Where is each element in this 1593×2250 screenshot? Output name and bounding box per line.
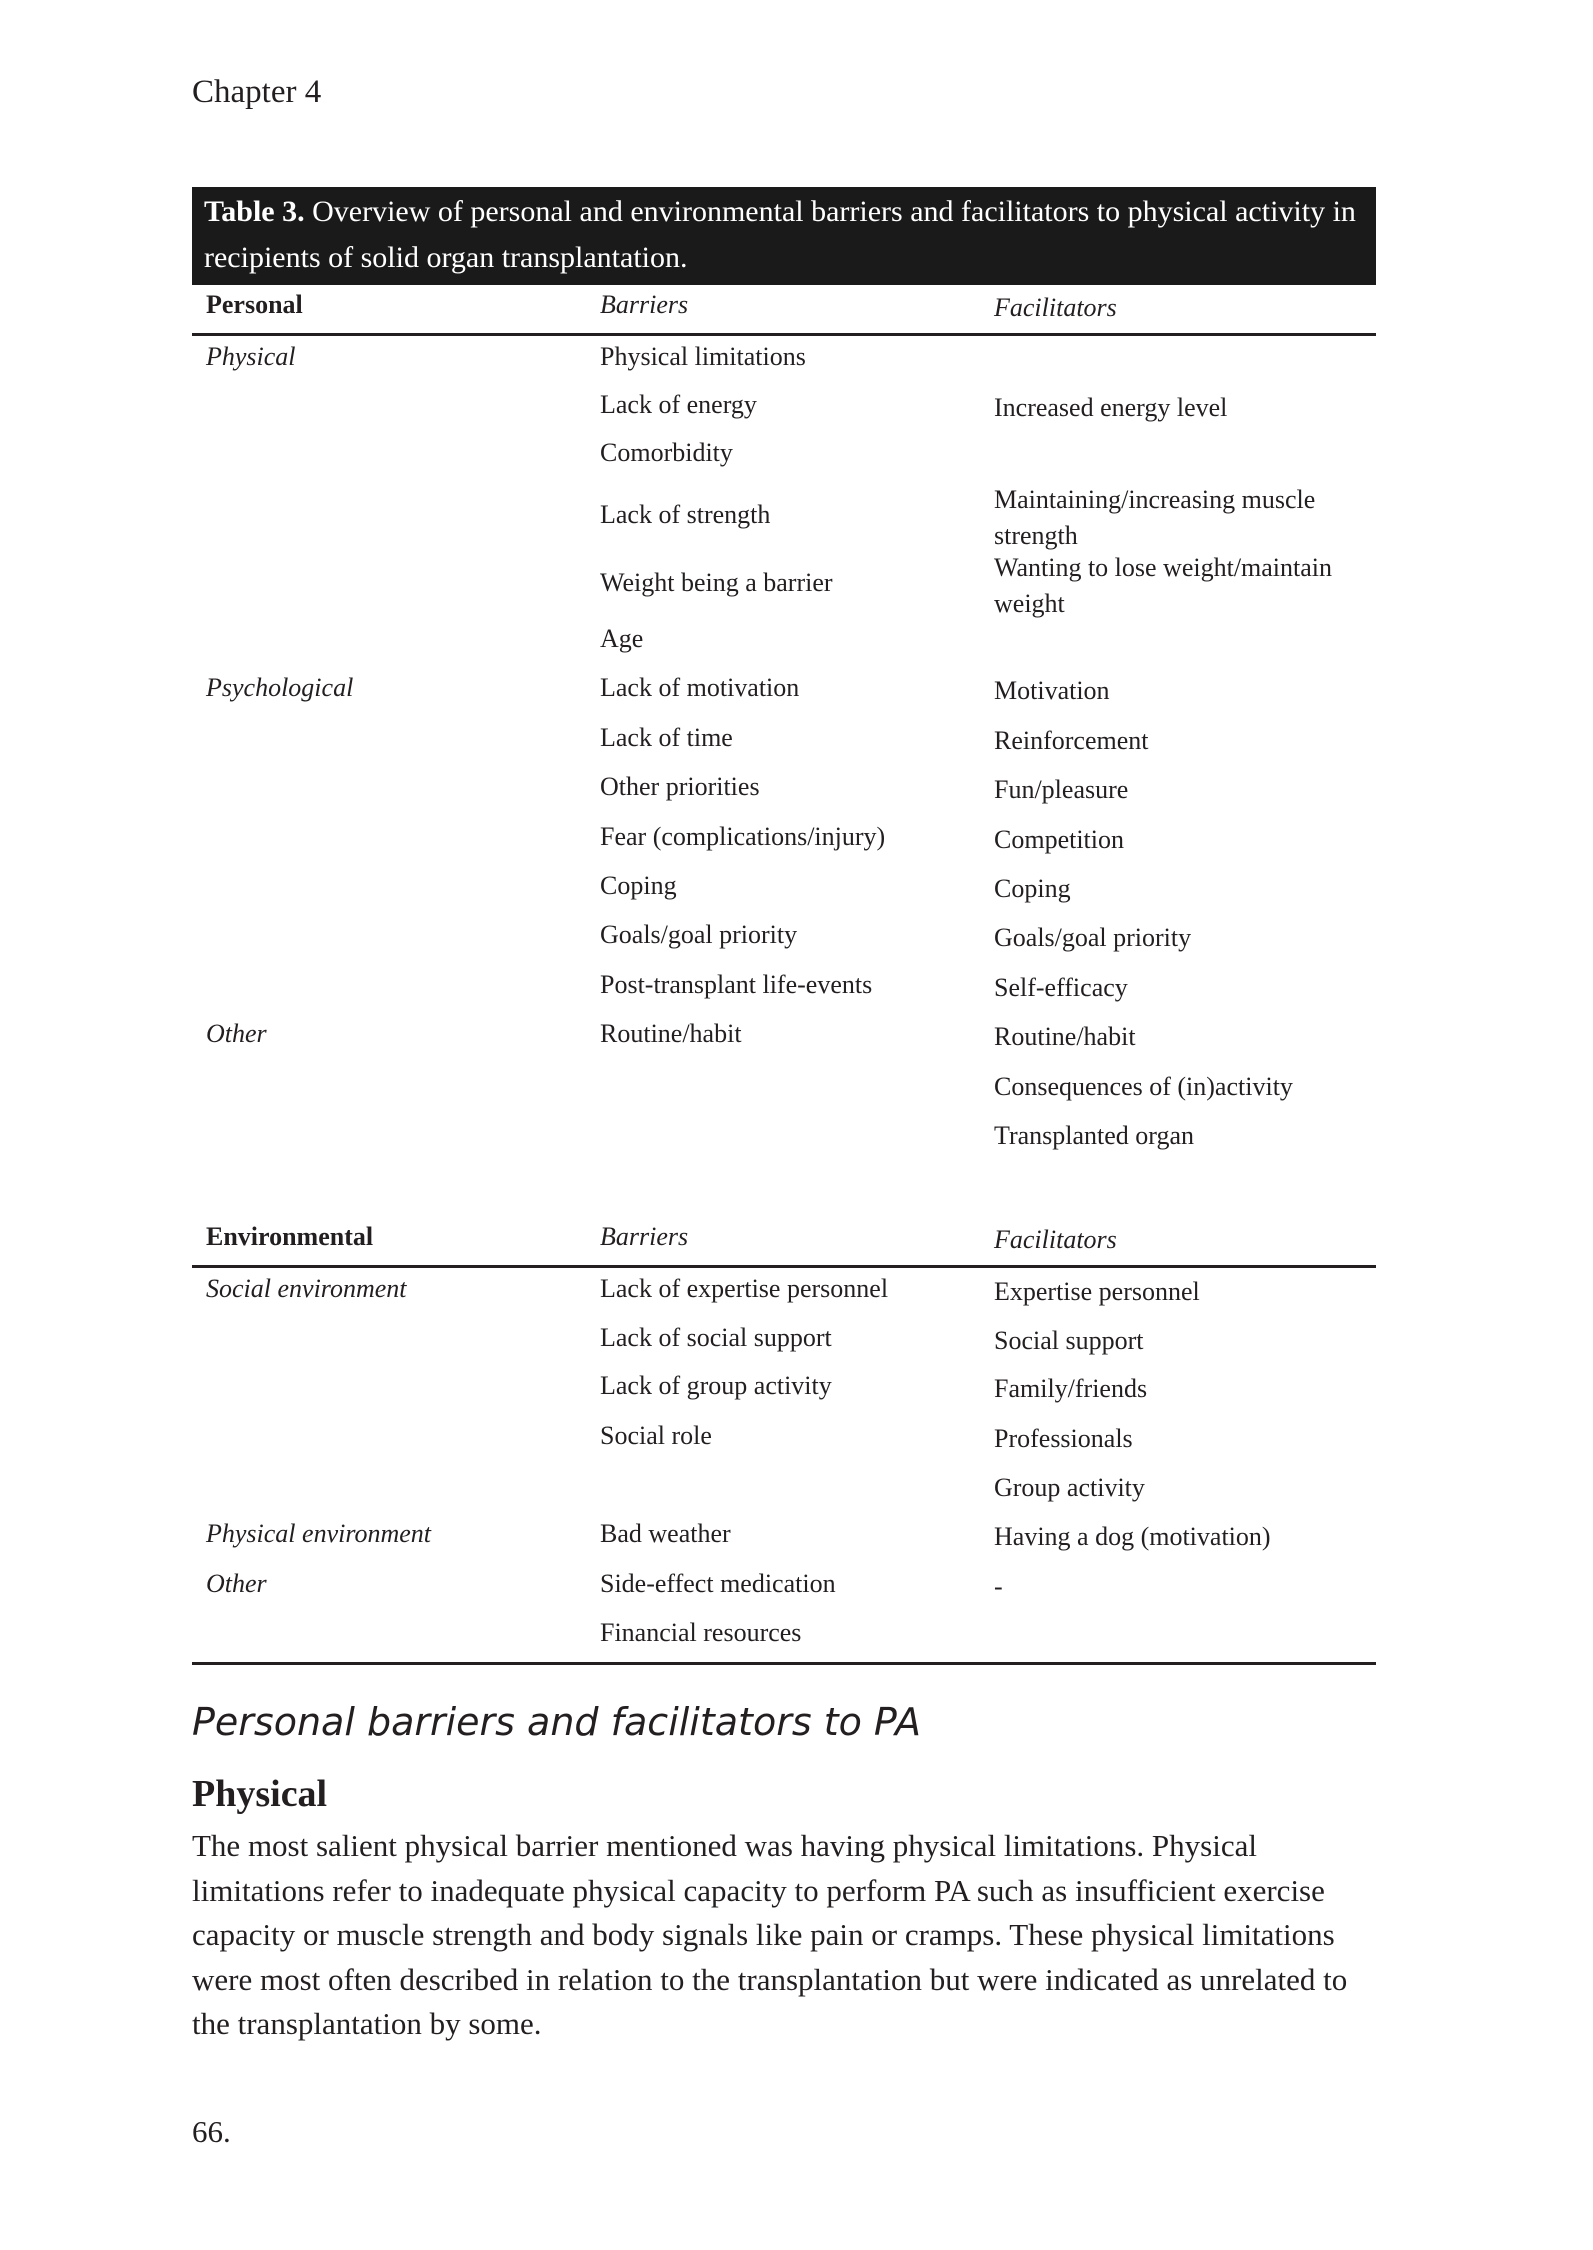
- header-rule: [192, 1265, 1376, 1268]
- row-facilitator: Expertise personnel: [994, 1277, 1200, 1306]
- header-barriers: Barriers: [600, 1222, 689, 1251]
- row-facilitator: -: [994, 1572, 1003, 1601]
- row-facilitator: Wanting to lose weight/maintain weight: [994, 553, 1333, 618]
- row-facilitator: Competition: [994, 825, 1124, 854]
- row-barrier: Lack of time: [600, 723, 733, 752]
- page-number: 66.: [192, 2114, 231, 2149]
- row-barrier: Lack of energy: [600, 390, 757, 419]
- running-head: Chapter 4: [192, 74, 322, 110]
- row-barrier: Lack of expertise personnel: [600, 1274, 889, 1303]
- row-facilitator: Reinforcement: [994, 726, 1149, 755]
- row-barrier: Fear (complications/injury): [600, 822, 886, 851]
- row-category: Physical environment: [206, 1519, 432, 1548]
- row-facilitator: Coping: [994, 874, 1071, 903]
- header-environmental: Environmental: [206, 1222, 374, 1251]
- row-barrier: Age: [600, 624, 644, 653]
- row-barrier: Financial resources: [600, 1618, 802, 1647]
- row-facilitator: Having a dog (motivation): [994, 1522, 1271, 1551]
- header-facilitators: Facilitators: [994, 1225, 1117, 1254]
- table-caption-label: Table 3.: [204, 195, 305, 228]
- header-facilitators: Facilitators: [994, 293, 1117, 322]
- row-facilitator: Transplanted organ: [994, 1121, 1195, 1150]
- header-personal: Personal: [206, 290, 303, 319]
- row-facilitator: Self-efficacy: [994, 973, 1128, 1002]
- row-facilitator: Maintaining/increasing muscle strength: [994, 485, 1316, 550]
- row-facilitator: Routine/habit: [994, 1022, 1136, 1051]
- header-rule: [192, 333, 1376, 336]
- row-barrier: Coping: [600, 871, 677, 900]
- row-facilitator: Group activity: [994, 1473, 1145, 1502]
- row-facilitator: Professionals: [994, 1424, 1133, 1453]
- table-caption-text: Overview of personal and environmental barriers and facilitators to physical activity in recipients of solid organ transplantation.: [204, 195, 1356, 274]
- row-barrier: Physical limitations: [600, 342, 806, 371]
- row-barrier: Social role: [600, 1421, 712, 1450]
- row-barrier: Goals/goal priority: [600, 920, 798, 949]
- section-heading: Personal barriers and facilitators to PA: [192, 1700, 921, 1744]
- row-barrier: Post-transplant life-events: [600, 970, 873, 999]
- row-barrier: Lack of group activity: [600, 1371, 832, 1400]
- body-paragraph: The most salient physical barrier mentioned was having physical limitations. Physical limitations refer to inadequate physical capacity to perform PA such as insufficient exercise capacity or muscle strength and body signals like pain or cramps. These physical limitations were most often described in relation to the transplantation but were indicated as unrelated to the transplantation by some.: [192, 1828, 1348, 2041]
- row-category: Psychological: [206, 673, 354, 702]
- row-facilitator: Increased energy level: [994, 393, 1228, 422]
- row-barrier: Routine/habit: [600, 1019, 742, 1048]
- row-barrier: Lack of motivation: [600, 673, 800, 702]
- row-barrier: Other priorities: [600, 772, 760, 801]
- row-barrier: Bad weather: [600, 1519, 731, 1548]
- table-caption: [192, 187, 1376, 285]
- row-facilitator: Motivation: [994, 676, 1110, 705]
- row-facilitator: Social support: [994, 1326, 1144, 1355]
- row-facilitator: Goals/goal priority: [994, 923, 1192, 952]
- row-category: Physical: [206, 342, 296, 371]
- row-category: Other: [206, 1019, 267, 1048]
- row-barrier: Comorbidity: [600, 438, 733, 467]
- table-bottom-rule: [192, 1662, 1376, 1665]
- row-barrier: Lack of social support: [600, 1323, 832, 1352]
- row-category: Other: [206, 1569, 267, 1598]
- sub-heading: Physical: [192, 1773, 328, 1815]
- row-barrier: Weight being a barrier: [600, 568, 833, 597]
- row-facilitator: Consequences of (in)activity: [994, 1072, 1293, 1101]
- row-barrier: Lack of strength: [600, 500, 771, 529]
- row-category: Social environment: [206, 1274, 407, 1303]
- header-barriers: Barriers: [600, 290, 689, 319]
- row-barrier: Side-effect medication: [600, 1569, 836, 1598]
- row-facilitator: Fun/pleasure: [994, 775, 1129, 804]
- row-facilitator: Family/friends: [994, 1374, 1148, 1403]
